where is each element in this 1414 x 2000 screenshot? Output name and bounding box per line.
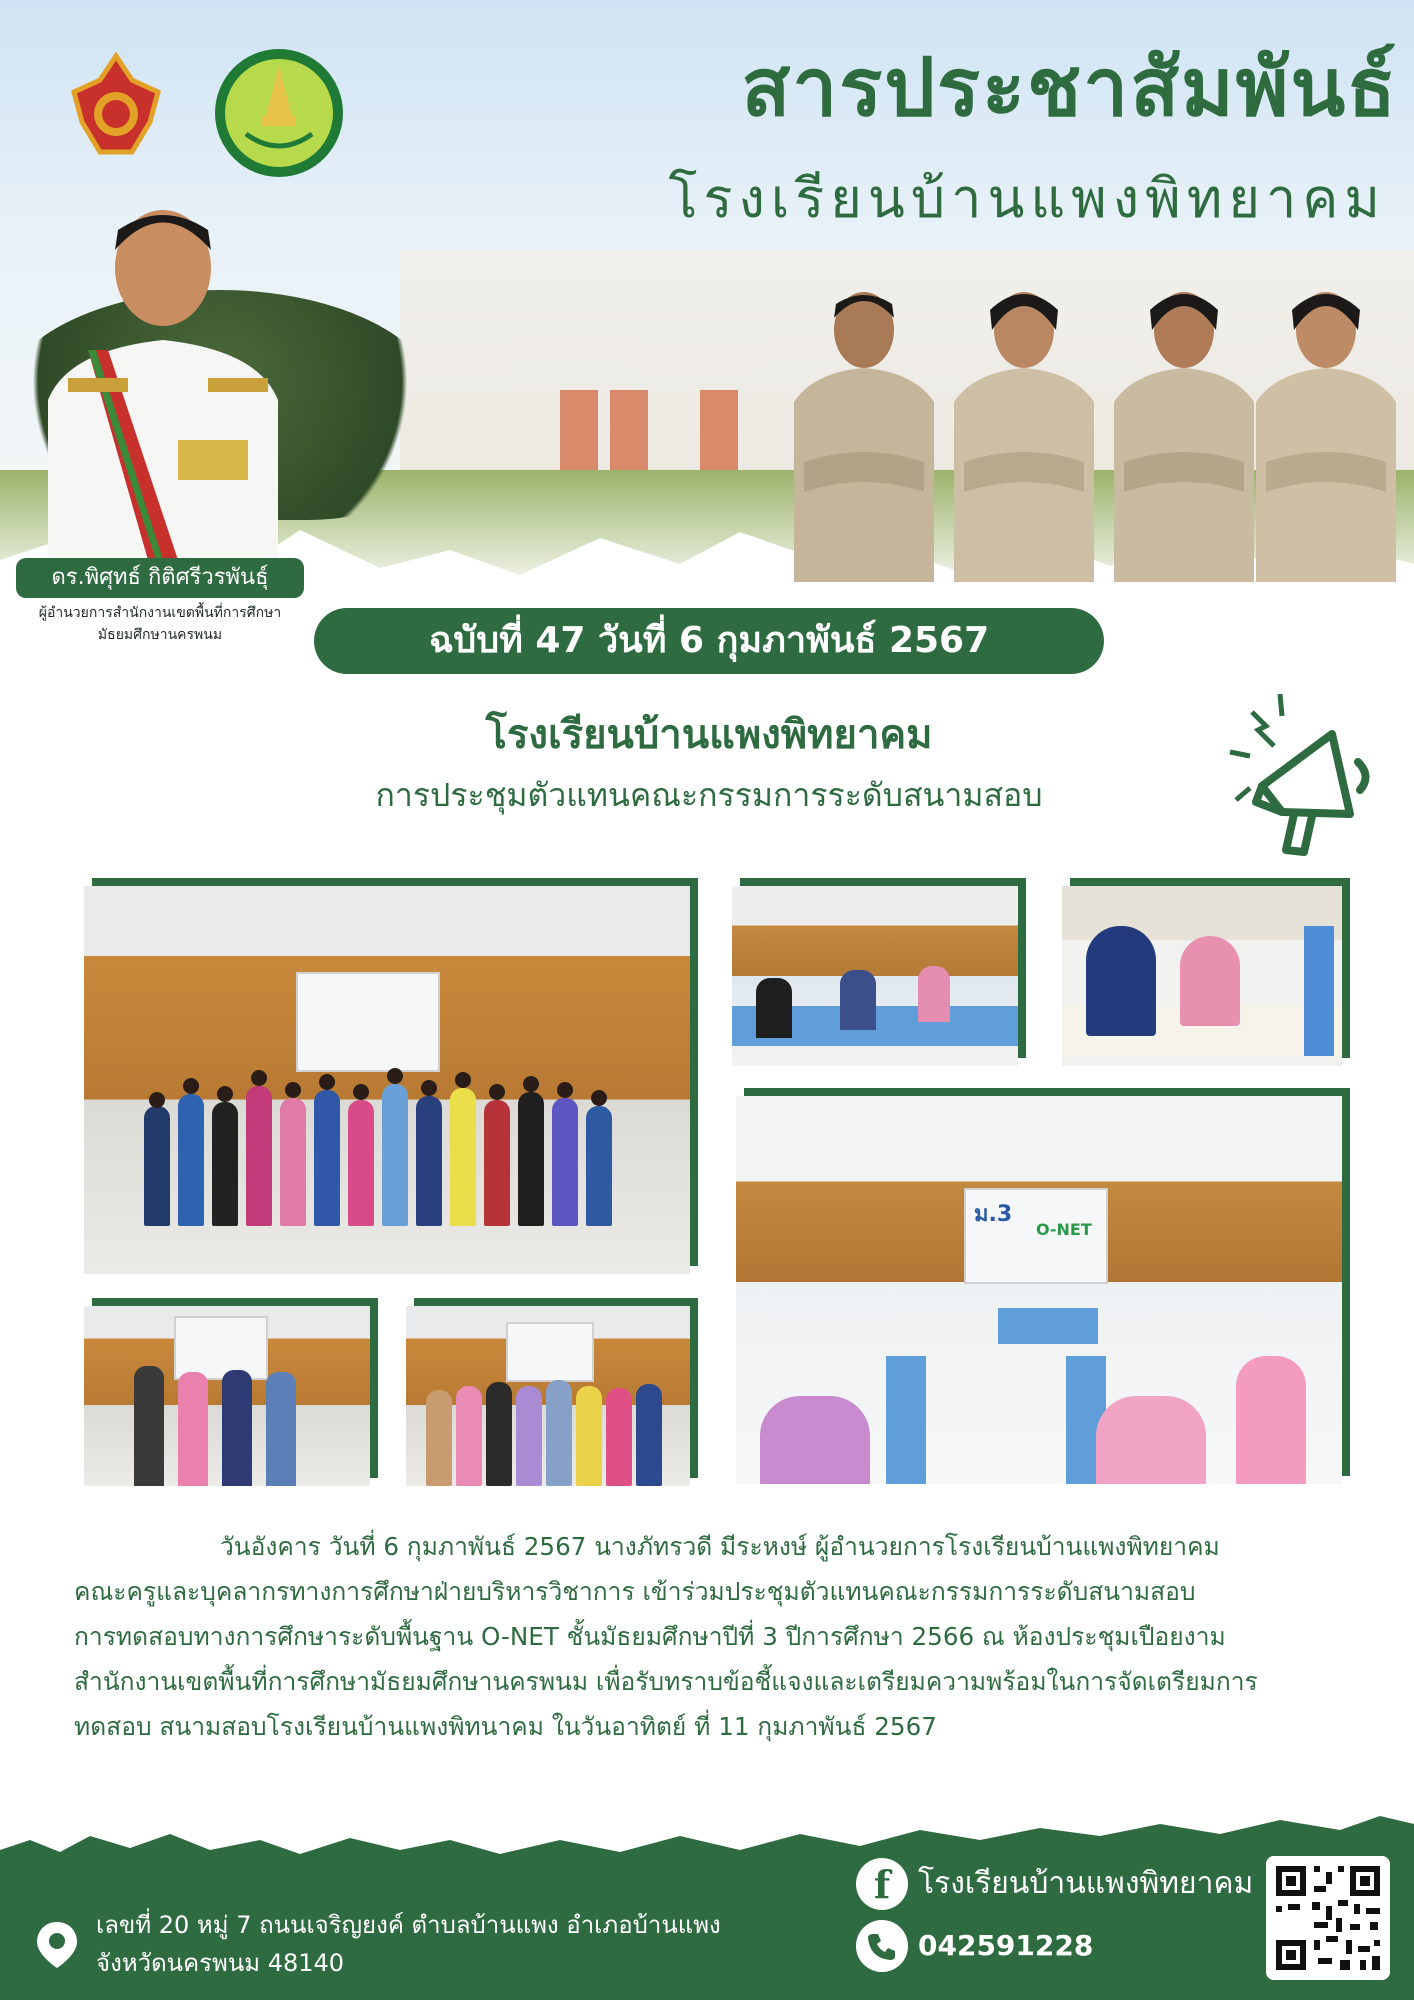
seated-person bbox=[840, 970, 876, 1030]
school-emblem-icon bbox=[212, 46, 346, 180]
meeting-photo-seated bbox=[732, 886, 1018, 1066]
slide-subtitle: O-NET bbox=[1036, 1220, 1092, 1239]
facebook-icon[interactable]: f bbox=[856, 1858, 908, 1910]
director-role bbox=[12, 602, 308, 646]
teacher-portrait bbox=[1114, 282, 1254, 582]
article-body bbox=[74, 1524, 1360, 1749]
article-heading: โรงเรียนบ้านแพงพิทยาคม bbox=[485, 712, 933, 758]
article-body-line: ทดสอบ สนามสอบโรงเรียนบ้านแพงพิทนาคม ในวันอาทิตย์ ที่ 11 กุมภาพันธ์ 2567 bbox=[74, 1712, 937, 1741]
article-subheading: การประชุมตัวแทนคณะกรรมการระดับสนามสอบ bbox=[375, 776, 1043, 814]
projector-screen bbox=[506, 1322, 594, 1382]
qr-code-icon[interactable] bbox=[1266, 1856, 1390, 1980]
megaphone-icon bbox=[1222, 690, 1382, 860]
standing-person bbox=[134, 1366, 164, 1486]
group-of-people bbox=[426, 1376, 666, 1486]
director-role-line: ผู้อำนวยการสำนักงานเขตพื้นที่การศึกษา bbox=[38, 605, 282, 621]
slide-title: ม.3 bbox=[974, 1202, 1013, 1227]
meeting-photo-hall bbox=[736, 1096, 1342, 1484]
school-name-title: โรงเรียนบ้านแพงพิทยาคม bbox=[668, 167, 1386, 230]
obec-emblem-icon bbox=[62, 52, 170, 160]
facebook-page-link[interactable]: โรงเรียนบ้านแพงพิทยาคม bbox=[918, 1866, 1254, 1901]
seated-person bbox=[1236, 1356, 1306, 1484]
issue-badge: ฉบับที่ 47 วันที่ 6 กุมภาพันธ์ 2567 bbox=[314, 608, 1104, 674]
map-pin-icon bbox=[32, 1920, 82, 1970]
presentation-screen bbox=[964, 1188, 1108, 1284]
seated-person bbox=[918, 966, 950, 1022]
projector-screen bbox=[174, 1316, 268, 1380]
article-body-line: การทดสอบทางการศึกษาระดับพื้นฐาน O-NET ชั้นมัธยมศึกษาปีที่ 3 ปีการศึกษา 2566 ณ ห้องประชุมเปือยงาม bbox=[74, 1622, 1226, 1651]
standing-person bbox=[178, 1372, 208, 1486]
head-table bbox=[998, 1308, 1098, 1344]
director-name-badge: ดร.พิศุทธ์ กิติศรีวรพันธุ์ bbox=[16, 558, 304, 598]
article-body-line: คณะครูและบุคลากรทางการศึกษาฝ่ายบริหารวิชาการ เข้าร่วมประชุมตัวแทนคณะกรรมการระดับสนามสอบ bbox=[74, 1577, 1196, 1606]
table-cloth bbox=[886, 1356, 926, 1484]
group-photo-meeting-room bbox=[84, 886, 690, 1274]
table-cloth bbox=[1304, 926, 1334, 1056]
school-address bbox=[96, 1906, 796, 1982]
group-photo-small-2 bbox=[406, 1306, 690, 1486]
article-body-line: วันอังคาร วันที่ 6 กุมภาพันธ์ 2567 นางภัทรวดี มีระหงษ์ ผู้อำนวยการโรงเรียนบ้านแพงพิทยาคม bbox=[220, 1532, 1220, 1561]
seated-person bbox=[1180, 936, 1240, 1026]
page-title: สารประชาสัมพันธ์ bbox=[741, 41, 1398, 134]
teacher-portrait bbox=[794, 282, 934, 582]
director-portrait bbox=[28, 200, 298, 560]
seated-person bbox=[1096, 1396, 1206, 1484]
group-photo-small bbox=[84, 1306, 370, 1486]
standing-person bbox=[222, 1370, 252, 1486]
teacher-portrait bbox=[1256, 282, 1396, 582]
standing-person bbox=[266, 1372, 296, 1486]
seated-person bbox=[760, 1396, 870, 1484]
group-of-people bbox=[144, 1026, 644, 1226]
seated-person bbox=[756, 978, 792, 1038]
phone-icon[interactable] bbox=[856, 1920, 908, 1972]
teacher-portrait bbox=[954, 282, 1094, 582]
phone-number[interactable]: 042591228 bbox=[918, 1929, 1094, 1962]
seated-person bbox=[1086, 926, 1156, 1036]
address-line: จังหวัดนครพนม 48140 bbox=[96, 1949, 345, 1977]
director-role-line: มัธยมศึกษานครพนม bbox=[97, 627, 223, 643]
article-body-line: สำนักงานเขตพื้นที่การศึกษามัธยมศึกษานครพนม เพื่อรับทราบข้อชี้แจงและเตรียมความพร้อมในการจัดเตรียมการ bbox=[74, 1667, 1258, 1696]
meeting-photo-closeup bbox=[1062, 886, 1342, 1066]
address-line: เลขที่ 20 หมู่ 7 ถนนเจริญยงค์ ตำบลบ้านแพง อำเภอบ้านแพง bbox=[96, 1911, 721, 1939]
